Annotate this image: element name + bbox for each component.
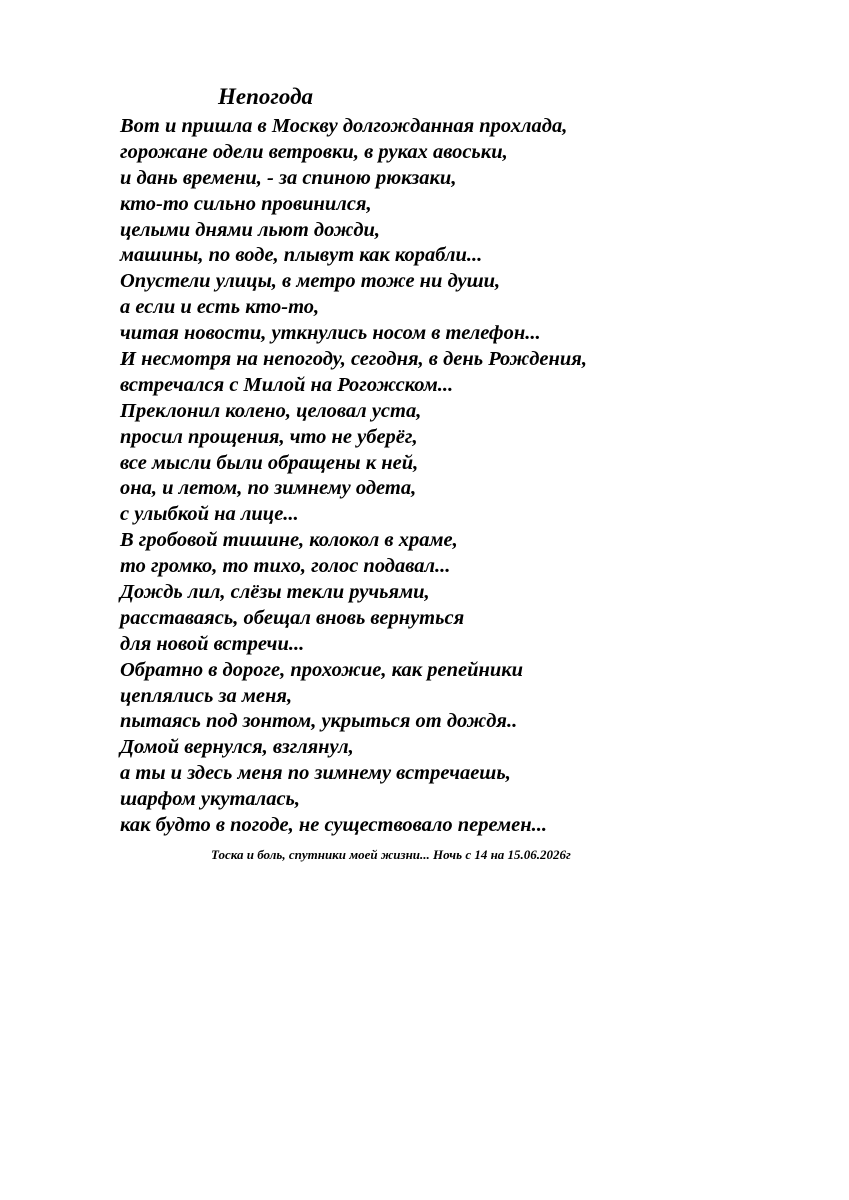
poem-line: кто-то сильно провинился,	[120, 192, 372, 215]
poem-title: Непогода	[218, 84, 313, 109]
poem-line: шарфом укуталась,	[120, 788, 301, 811]
poem-line: целыми днями льют дожди,	[120, 218, 381, 241]
poem-line: с улыбкой на лице...	[120, 503, 299, 526]
poem-line: И несмотря на непогоду, сегодня, в день Рождения,	[120, 348, 587, 371]
poem-line: горожане одели ветровки, в руках авоськи,	[120, 140, 508, 163]
poem-line: просил прощения, что не уберёг,	[120, 425, 418, 448]
poem-line: как будто в погоде, не существовало перемен...	[120, 814, 548, 837]
poem-line: а ты и здесь меня по зимнему встречаешь,	[120, 762, 511, 785]
poem-line: расставаясь, обещал вновь вернуться	[120, 606, 465, 629]
poem-line: все мысли были обращены к ней,	[120, 451, 419, 474]
poem-line: Преклонил колено, целовал уста,	[120, 399, 422, 422]
poem-line: Опустели улицы, в метро тоже ни души,	[120, 270, 501, 293]
poem-body	[120, 114, 587, 839]
poem-line: машины, по воде, плывут как корабли...	[120, 244, 483, 267]
poem-line: В гробовой тишине, колокол в храме,	[120, 529, 458, 552]
poem-line: пытаясь под зонтом, укрыться от дождя..	[120, 710, 518, 733]
poem-line: Дождь лил, слёзы текли ручьями,	[120, 581, 430, 604]
poem-line: читая новости, уткнулись носом в телефон...	[120, 322, 541, 345]
poem-line: и дань времени, - за спиною рюкзаки,	[120, 166, 457, 189]
poem-line: Обратно в дороге, прохожие, как репейники	[120, 658, 524, 681]
poem-line: Домой вернулся, взглянул,	[120, 736, 354, 759]
poem-footer: Тоска и боль, спутники моей жизни... Ночь с 14 на 15.06.2026г	[211, 847, 571, 862]
poem-line: то громко, то тихо, голос подавал...	[120, 555, 451, 578]
poem-line: она, и летом, по зимнему одета,	[120, 477, 417, 500]
poem-line: для новой встречи...	[120, 632, 305, 655]
poem-line: цеплялись за меня,	[120, 684, 293, 707]
poem-line: встречался с Милой на Рогожском...	[120, 373, 454, 396]
poem-line: Вот и пришла в Москву долгожданная прохлада,	[120, 115, 568, 137]
poem-line: а если и есть кто-то,	[120, 296, 320, 319]
